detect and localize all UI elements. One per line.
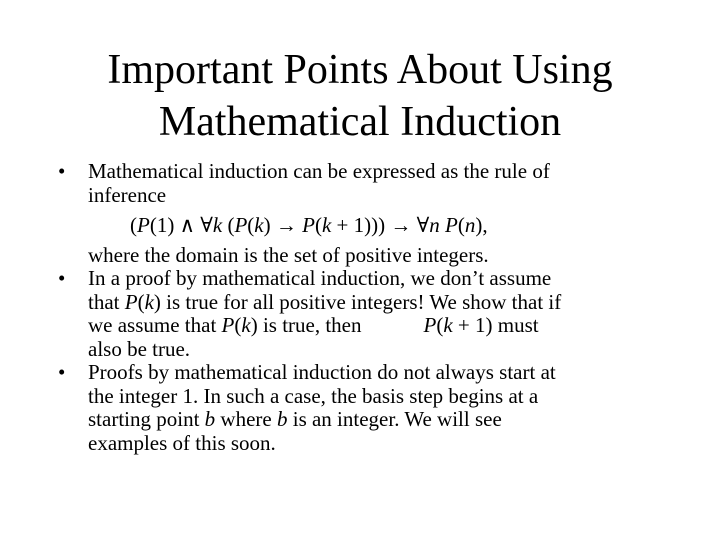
slide-title [0, 44, 720, 148]
bullet-text-line: examples of this soon. [88, 430, 276, 455]
bullet-icon: • [58, 159, 66, 183]
bullet-list [58, 160, 678, 455]
title-line-2: Mathematical Induction [158, 99, 562, 145]
induction-formula: (P(1) ∧ ∀k (P(k) → P(k + 1))) → ∀n P(n), [130, 213, 488, 237]
bullet-icon: • [58, 266, 66, 290]
bullet-text-line: Proofs by mathematical induction do not always start at [88, 360, 556, 384]
bullet-text-line: Mathematical induction can be expressed as the rule of [88, 159, 550, 183]
bullet-item [58, 361, 678, 455]
bullet-item [58, 267, 678, 361]
bullet-text-line: where the domain is the set of positive integers. [88, 242, 489, 267]
bullet-text-line: In a proof by mathematical induction, we don’t assume [88, 266, 552, 290]
bullet-text-line: we assume that P(k) is true, then P(k + 1) must [88, 313, 539, 337]
bullet-item [58, 160, 678, 267]
bullet-text-line: starting point b where b is an integer. We will see [88, 407, 502, 431]
bullet-text-line: also be true. [88, 336, 191, 361]
bullet-text-line: inference [88, 182, 167, 207]
title-line-1: Important Points About Using [107, 47, 613, 93]
bullet-text-line: the integer 1. In such a case, the basis step begins at a [88, 383, 539, 408]
bullet-text-line: that P(k) is true for all positive integers! We show that if [88, 289, 562, 314]
bullet-icon: • [58, 360, 66, 384]
